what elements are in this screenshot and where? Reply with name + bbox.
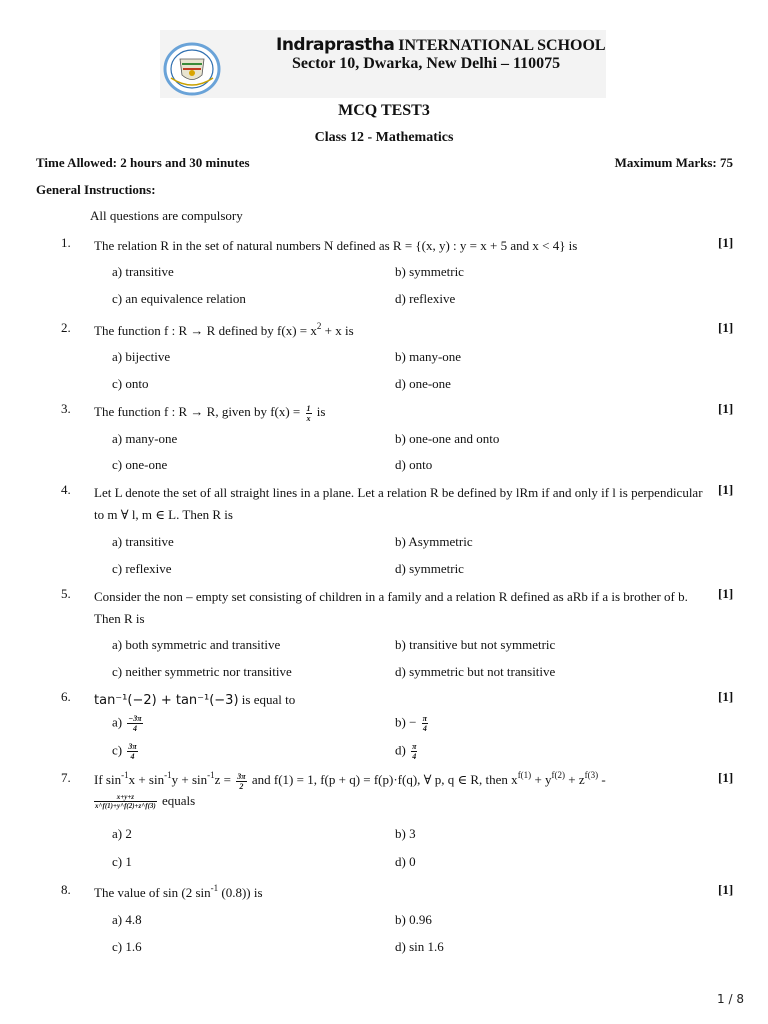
- fraction-numerator: 3π: [237, 771, 246, 781]
- option-d[interactable]: [395, 742, 419, 761]
- superscript: -1: [121, 769, 129, 780]
- option-a[interactable]: a) bijective: [112, 349, 171, 364]
- question-text: [94, 689, 704, 712]
- fraction-numerator: 1: [306, 403, 311, 413]
- time-allowed: Time Allowed: 2 hours and 30 minutes: [36, 155, 250, 170]
- fraction-numerator: π: [412, 742, 417, 751]
- fraction: [306, 404, 312, 423]
- option-c[interactable]: c) onto: [112, 376, 149, 391]
- question-mark: [1]: [718, 770, 734, 785]
- question-text: [94, 320, 704, 342]
- superscript: f(1): [517, 769, 532, 780]
- superscript: f(2): [551, 769, 566, 780]
- question-number: 4.: [61, 482, 71, 497]
- option-a[interactable]: [112, 714, 145, 733]
- fraction: [127, 714, 142, 733]
- option-label: b) −: [395, 714, 417, 730]
- fraction-numerator: x+y+z: [94, 793, 157, 802]
- question-number: 2.: [61, 320, 71, 335]
- option-a[interactable]: a) 2: [112, 826, 132, 841]
- question-mark: [1]: [718, 320, 734, 335]
- option-d[interactable]: d) symmetric: [395, 561, 464, 576]
- school-brand: Indraprastha: [276, 35, 395, 55]
- option-b[interactable]: b) one-one and onto: [395, 431, 500, 446]
- school-name: [276, 35, 606, 55]
- fraction: [127, 742, 137, 761]
- question-number: 6.: [61, 689, 71, 704]
- fraction-numerator: −3π: [128, 714, 142, 723]
- page-number: 1 / 8: [717, 992, 744, 1006]
- option-d[interactable]: d) sin 1.6: [395, 939, 444, 954]
- option-c[interactable]: c) neither symmetric nor transitive: [112, 664, 292, 679]
- question-mark: [1]: [718, 882, 734, 897]
- superscript: f(3): [584, 769, 599, 780]
- question-mark: [1]: [718, 482, 734, 497]
- option-b[interactable]: b) 0.96: [395, 912, 432, 927]
- school-name-rest: INTERNATIONAL SCHOOL: [394, 37, 606, 54]
- option-d[interactable]: d) symmetric but not transitive: [395, 664, 556, 679]
- test-title: MCQ TEST3: [338, 102, 430, 119]
- option-a[interactable]: a) transitive: [112, 534, 174, 549]
- question-text-part: x + sin: [128, 772, 165, 787]
- question-number: 5.: [61, 586, 71, 601]
- option-d[interactable]: d) 0: [395, 854, 416, 869]
- option-b[interactable]: b) many-one: [395, 349, 462, 364]
- superscript: -1: [210, 882, 219, 893]
- fraction-numerator: π: [422, 714, 428, 723]
- option-d[interactable]: d) onto: [395, 457, 433, 472]
- question-text-part: equals: [158, 792, 196, 808]
- fraction: [236, 772, 246, 791]
- question-text-part: y + sin: [171, 772, 208, 787]
- fraction-denominator: x: [306, 413, 311, 423]
- fraction-denominator: 4: [132, 724, 137, 733]
- question-text-part: z =: [214, 772, 235, 787]
- fraction: [411, 742, 417, 761]
- question-text: [94, 401, 704, 423]
- school-address: Sector 10, Dwarka, New Delhi – 110075: [292, 55, 561, 72]
- question-mark: [1]: [718, 586, 734, 601]
- question-mark: [1]: [718, 235, 734, 250]
- question-number: 3.: [61, 401, 71, 416]
- question-text-part: The value of sin (2 sin: [94, 885, 211, 900]
- option-c[interactable]: c) one-one: [112, 457, 168, 472]
- school-crest-icon: [163, 42, 221, 96]
- option-c[interactable]: c) an equivalence relation: [112, 291, 246, 306]
- instruction-text: All questions are compulsory: [90, 208, 243, 223]
- question-number: 8.: [61, 882, 71, 897]
- fraction-denominator: x^f(1)+y^f(2)+z^f(3): [95, 802, 156, 811]
- maximum-marks: Maximum Marks: 75: [614, 155, 733, 170]
- question-text: [94, 882, 704, 904]
- class-title: Class 12 - Mathematics: [314, 130, 454, 145]
- fraction-denominator: 4: [422, 724, 427, 733]
- option-a[interactable]: a) 4.8: [112, 912, 142, 927]
- fraction: [94, 793, 157, 810]
- option-c[interactable]: c) reflexive: [112, 561, 172, 576]
- option-a[interactable]: a) many-one: [112, 431, 178, 446]
- option-b[interactable]: b) transitive but not symmetric: [395, 637, 556, 652]
- option-label: d): [395, 742, 406, 758]
- option-c[interactable]: c) 1: [112, 854, 132, 869]
- question-mark: [1]: [718, 401, 734, 416]
- question-number: 7.: [61, 770, 71, 785]
- question-text-part: + y: [531, 772, 552, 787]
- option-b[interactable]: b) symmetric: [395, 264, 464, 279]
- superscript: -1: [207, 769, 215, 780]
- option-label: a): [112, 714, 123, 730]
- question-text-part: is equal to: [238, 692, 296, 707]
- fraction-denominator: 2: [239, 781, 244, 791]
- question-text-part: If sin: [94, 772, 122, 787]
- option-b[interactable]: [395, 714, 430, 733]
- option-b[interactable]: b) 3: [395, 826, 416, 841]
- question-number: 1.: [61, 235, 71, 250]
- question-text: Consider the non – empty set consisting of children in a family and a relation R defined as aRb if a is brother of b. Then R is: [94, 589, 688, 626]
- option-a[interactable]: a) transitive: [112, 264, 174, 279]
- question-text-part: is: [313, 404, 326, 419]
- question-text: Let L denote the set of all straight lines in a plane. Let a relation R be defined by lRm if and only if l is perpendicular to m ∀ l, m ∈ L. Then R is: [94, 485, 703, 522]
- fraction: [422, 714, 428, 733]
- option-c[interactable]: c) 1.6: [112, 939, 142, 954]
- question-text-part: (0.8)) is: [218, 885, 263, 900]
- option-c[interactable]: [112, 742, 140, 761]
- fraction-denominator: 4: [130, 752, 135, 761]
- option-a[interactable]: a) both symmetric and transitive: [112, 637, 281, 652]
- question-text-part: The function f : R → R, given by f(x) =: [94, 404, 304, 419]
- question-text: [94, 770, 704, 811]
- question-text-part: and f(1) = 1, f(p + q) = f(p)·f(q), ∀ p, q ∈ R, then x: [248, 772, 518, 787]
- superscript: -1: [164, 769, 172, 780]
- option-label: c): [112, 742, 123, 758]
- option-d[interactable]: d) reflexive: [395, 291, 456, 306]
- math-expression: tan⁻¹(−2) + tan⁻¹(−3): [94, 693, 239, 708]
- fraction-denominator: 4: [412, 752, 417, 761]
- fraction-numerator: 3π: [128, 742, 137, 751]
- question-text-part: + x is: [321, 323, 354, 338]
- general-instructions-label: General Instructions:: [36, 182, 156, 197]
- superscript: 2: [316, 320, 322, 331]
- question-text-part: -: [598, 772, 606, 787]
- question-mark: [1]: [718, 689, 734, 704]
- question-text-part: The function f : R → R defined by f(x) = x: [94, 323, 317, 338]
- question-text: The relation R in the set of natural numbers N defined as R = {(x, y) : y = x + 5 and x < 4} is: [94, 238, 578, 253]
- question-text-part: + z: [565, 772, 585, 787]
- option-b[interactable]: b) Asymmetric: [395, 534, 473, 549]
- option-d[interactable]: d) one-one: [395, 376, 451, 391]
